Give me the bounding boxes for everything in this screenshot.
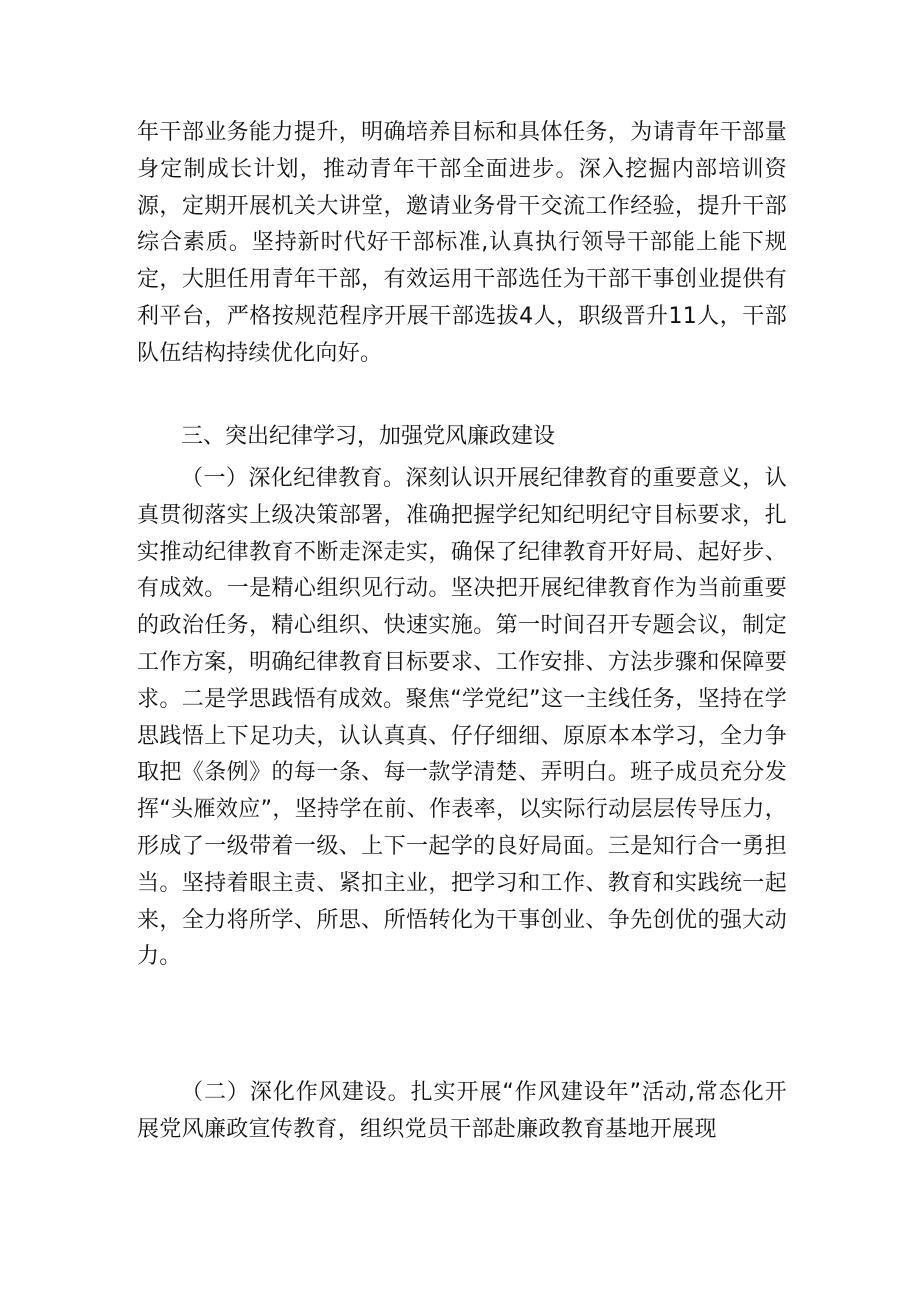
paragraph-discipline-education: （一）深化纪律教育。深刻认识开展纪律教育的重要意义，认真贯彻落实上级决策部署，准确把握学纪知纪明纪守目标要求，扎实推动纪律教育不断走深走实，确保了纪律教育开好局、起好步、有成效。一是精心组织见行动。坚决把开展纪律教育作为当前重要的政治任务，精心组织、快速实施。第一时间召开专题会议，制定工作方案，明确纪律教育目标要求、工作安排、方法步骤和保障要求。二是学思践悟有成效。聚焦“学党纪”这一主线任务，坚持在学思践悟上下足功夫，认认真真、仔仔细细、原原本本学习，全力争取把《条例》的每一条、每一款学清楚、弄明白。班子成员充分发挥“头雁效应”，坚持学在前、作表率，以实际行动层层传导压力，形成了一级带着一级、上下一起学的良好局面。三是知行合一勇担当。坚持着眼主责、紧扣主业，把学习和工作、教育和实践统一起来，全力将所学、所思、所悟转化为干事创业、争先创优的强大动力。 bbox=[137, 466, 787, 970]
section-heading: 三、突出纪律学习，加强党风廉政建设 bbox=[181, 424, 556, 449]
body-text-section-2 bbox=[137, 1075, 787, 1149]
body-text-continued bbox=[137, 115, 787, 373]
body-text-section-1 bbox=[137, 461, 787, 976]
paragraph-work-style: （二）深化作风建设。扎实开展“作风建设年”活动,常态化开展党风廉政宣传教育，组织党员干部赴廉政教育基地开展现 bbox=[137, 1080, 787, 1142]
paragraph-continued: 年干部业务能力提升，明确培养目标和具体任务，为请青年干部量身定制成长计划，推动青年干部全面进步。深入挖掘内部培训资源，定期开展机关大讲堂，邀请业务骨干交流工作经验，提升干部综合素质。坚持新时代好干部标准,认真执行领导干部能上能下规定，大胆任用青年干部，有效运用干部选任为干部干事创业提供有利平台，严格按规范程序开展干部选拔4人，职级晋升11人，干部队伍结构持续优化向好。 bbox=[137, 120, 787, 366]
